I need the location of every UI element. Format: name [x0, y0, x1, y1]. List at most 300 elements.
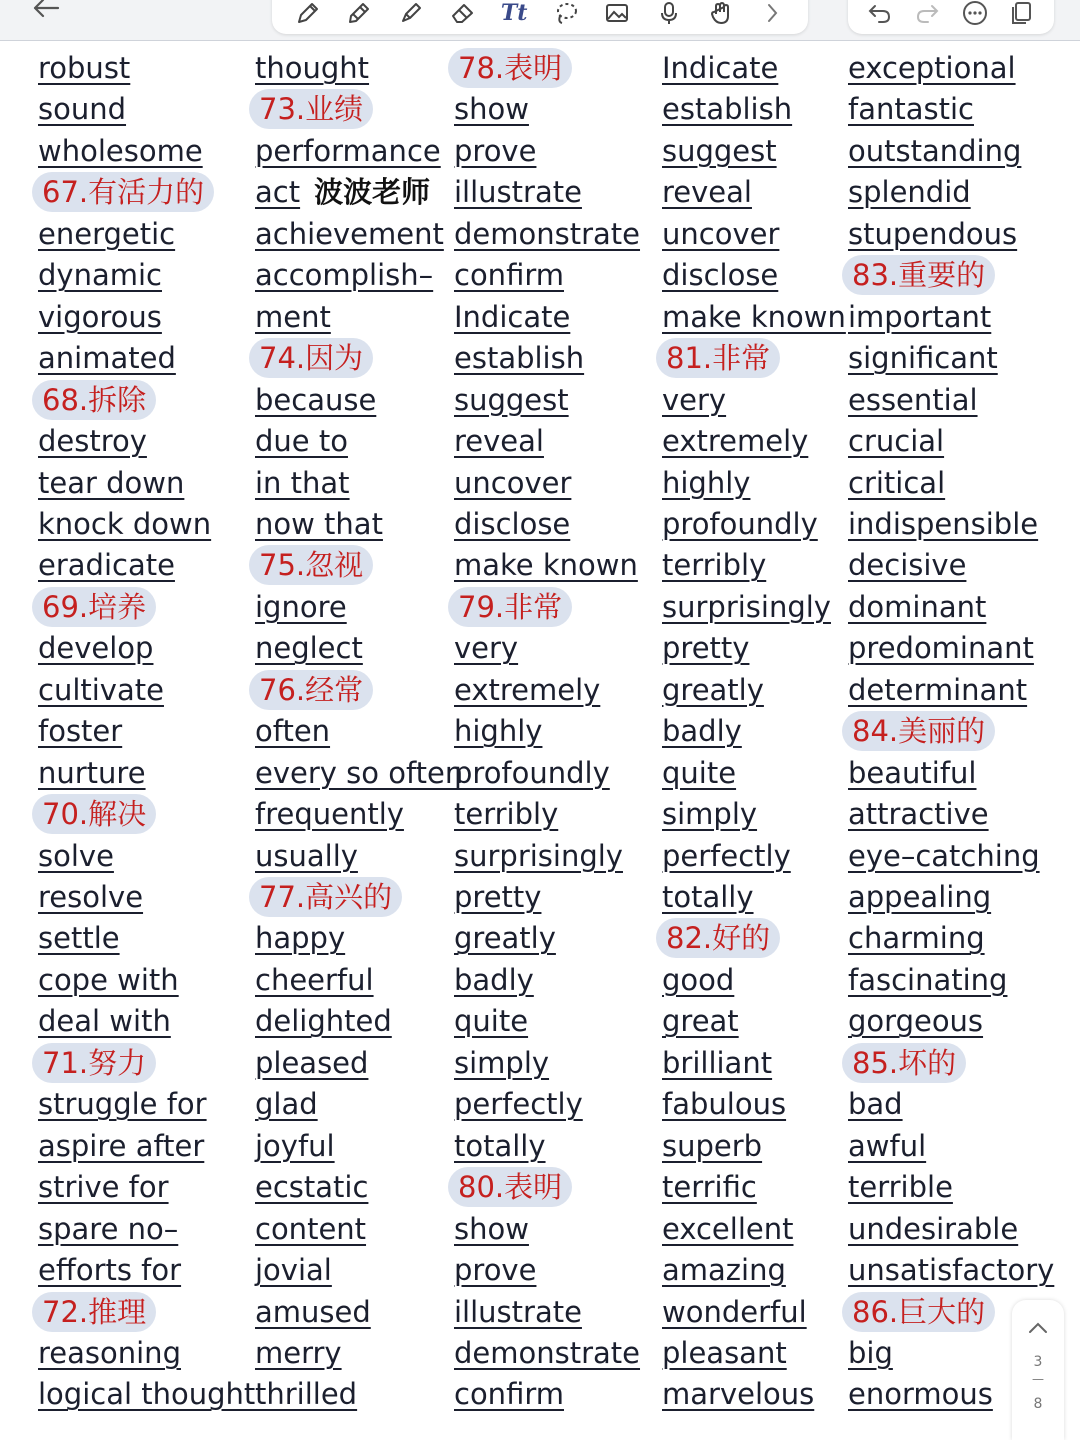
word-text: demonstrate: [454, 216, 641, 251]
word-item: [38, 463, 184, 503]
word-text: extremely: [454, 672, 601, 707]
word-item: [454, 877, 541, 917]
word-text: totally: [662, 880, 754, 914]
word-text: prove: [454, 1253, 537, 1288]
word-text: solve: [38, 838, 114, 873]
chevron-right-icon: [759, 0, 785, 26]
redo-icon: [914, 0, 940, 26]
word-text: indispensible: [848, 506, 1039, 541]
word-item: [848, 463, 945, 503]
word-item: [662, 131, 777, 171]
word-item: [38, 89, 126, 129]
section-header: [448, 48, 572, 88]
pen-icon: [295, 0, 321, 26]
word-item: [38, 960, 179, 1000]
word-item: [38, 297, 162, 337]
word-item: [662, 1374, 814, 1414]
word-text: settle: [38, 921, 120, 956]
word-text: demonstrate: [454, 1335, 641, 1370]
hand-icon: [708, 0, 734, 26]
word-text: frequently: [255, 797, 404, 832]
word-item: [255, 421, 348, 461]
word-item: [38, 255, 162, 295]
word-item: [848, 172, 971, 212]
word-text: tear down: [38, 465, 185, 500]
word-text: terrible: [848, 1170, 953, 1205]
word-item: [454, 172, 582, 212]
total-page-number: 8: [1033, 1396, 1043, 1412]
word-item: [255, 380, 376, 420]
word-text: pretty: [454, 880, 542, 914]
word-item: [848, 960, 1007, 1000]
word-text: highly: [454, 714, 543, 749]
word-text: show: [454, 1211, 529, 1246]
word-text: cope with: [38, 962, 179, 997]
page-separator: —: [1032, 1372, 1044, 1386]
word-item: [454, 794, 558, 834]
undo-icon: [867, 0, 893, 26]
eraser-tool[interactable]: [448, 0, 478, 28]
word-item: [662, 421, 808, 461]
word-text: dynamic: [38, 258, 162, 293]
word-item: [255, 1250, 332, 1290]
word-text: surprisingly: [662, 589, 831, 624]
word-text: reveal: [454, 424, 544, 459]
word-item: [454, 711, 542, 751]
word-item: [662, 587, 831, 627]
word-item: [454, 918, 556, 958]
undo-button[interactable]: [865, 0, 895, 28]
word-item: [38, 48, 130, 88]
word-item: [454, 1374, 564, 1414]
word-text: suggest: [662, 133, 777, 168]
section-header: [32, 1292, 156, 1332]
word-item: [848, 1374, 993, 1414]
word-item: [662, 628, 749, 668]
word-item: [454, 545, 638, 585]
word-text: destroy: [38, 424, 147, 459]
next-tools-button[interactable]: [757, 0, 787, 28]
word-text: fantastic: [848, 92, 974, 127]
word-text: wonderful: [662, 1294, 807, 1329]
back-button[interactable]: [18, 0, 74, 26]
word-text: fabulous: [662, 1087, 787, 1122]
word-text: accomplish–: [255, 258, 434, 293]
highlighter-tool[interactable]: [396, 0, 426, 28]
history-tool-group: [848, 0, 1054, 34]
lasso-icon: [553, 0, 579, 26]
word-text: dominant: [848, 589, 987, 624]
word-text: aspire after: [38, 1128, 205, 1163]
word-text: determinant: [848, 672, 1028, 707]
word-text: superb: [662, 1128, 763, 1163]
word-text: pleased: [255, 1045, 369, 1080]
word-item: [662, 214, 779, 254]
word-text: strive for: [38, 1170, 169, 1205]
word-text: every so often: [255, 755, 464, 790]
word-text: glad: [255, 1087, 318, 1122]
word-text: energetic: [38, 216, 176, 251]
word-item: [38, 1209, 178, 1249]
word-text: greatly: [454, 921, 556, 956]
section-header: [842, 1292, 995, 1332]
section-header-label: 69.培养: [42, 589, 147, 624]
word-item: [255, 1292, 371, 1332]
word-item: [255, 172, 430, 212]
word-item: [662, 794, 757, 834]
top-toolbar: [0, 0, 1080, 41]
word-item: [454, 1126, 546, 1166]
word-text: neglect: [255, 631, 363, 666]
section-header: [249, 545, 373, 585]
word-text: important: [848, 299, 992, 334]
word-item: [454, 1084, 583, 1124]
word-item: [38, 918, 120, 958]
word-text: because: [255, 382, 377, 417]
pages-icon: [1009, 0, 1035, 26]
mic-icon: [656, 0, 682, 26]
pencil-tool[interactable]: [344, 0, 374, 28]
word-text: Indicate: [662, 51, 779, 85]
section-header-label: 83.重要的: [852, 258, 986, 293]
word-item: [454, 670, 600, 710]
word-item: [662, 1209, 793, 1249]
word-item: [662, 1292, 807, 1332]
word-item: [38, 1167, 169, 1207]
word-item: [848, 131, 1021, 171]
word-text: fascinating: [848, 962, 1008, 997]
section-header: [249, 338, 373, 378]
word-text: illustrate: [454, 1294, 582, 1329]
word-item: [662, 89, 792, 129]
word-item: [662, 255, 778, 295]
word-item: [662, 48, 778, 88]
word-text: outstanding: [848, 133, 1022, 168]
word-item: [454, 380, 569, 420]
word-text: uncover: [454, 465, 572, 500]
chevron-up-icon[interactable]: [1026, 1318, 1050, 1338]
section-header-label: 86.巨大的: [852, 1294, 986, 1329]
word-text: badly: [454, 962, 534, 997]
word-text: quite: [662, 755, 737, 790]
word-text: due to: [255, 424, 348, 459]
text-tool[interactable]: [499, 0, 529, 28]
word-text: good: [662, 962, 735, 997]
section-header-label: 73.业绩: [259, 92, 364, 127]
eraser-icon: [450, 0, 476, 26]
section-header: [656, 338, 780, 378]
word-item: [662, 670, 764, 710]
word-item: [255, 504, 383, 544]
arrow-left-icon: [32, 0, 60, 18]
word-item: [848, 1209, 1018, 1249]
word-item: [662, 960, 734, 1000]
word-item: [255, 711, 330, 751]
word-item: [848, 89, 974, 129]
word-text: predominant: [848, 631, 1034, 666]
word-item: [848, 545, 966, 585]
word-text: crucial: [848, 424, 945, 459]
word-text: charming: [848, 921, 985, 956]
section-header: [842, 1043, 966, 1083]
word-item: [662, 1043, 772, 1083]
drawing-tool-group: [272, 0, 808, 34]
lasso-tool[interactable]: [551, 0, 581, 28]
word-item: [848, 670, 1027, 710]
word-item: [255, 1001, 392, 1041]
section-header-label: 72.推理: [42, 1294, 147, 1329]
word-item: [848, 1084, 903, 1124]
word-item: [454, 1250, 536, 1290]
word-item: [848, 587, 986, 627]
word-text: pretty: [662, 631, 750, 666]
word-item: [454, 628, 518, 668]
word-text: robust: [38, 51, 131, 85]
word-text: nurture: [38, 755, 146, 790]
word-item: [255, 753, 463, 793]
word-text: perfectly: [454, 1087, 583, 1122]
word-text: uncover: [662, 216, 780, 251]
word-item: [454, 753, 610, 793]
section-header-label: 74.因为: [259, 341, 364, 376]
hand-tool[interactable]: [706, 0, 736, 28]
word-text: stupendous: [848, 216, 1018, 251]
pencil-icon: [346, 0, 372, 26]
word-item: [662, 172, 752, 212]
word-item: [38, 1250, 181, 1290]
word-text: confirm: [454, 258, 564, 293]
section-header: [32, 1043, 156, 1083]
word-text: significant: [848, 341, 998, 376]
section-header-label: 75.忽视: [259, 548, 364, 583]
word-text: reveal: [662, 175, 752, 210]
word-item: [255, 1126, 335, 1166]
section-header: [448, 1167, 572, 1207]
word-item: [38, 1374, 255, 1414]
word-text: exceptional: [848, 51, 1016, 85]
word-item: [848, 214, 1017, 254]
word-text: big: [848, 1335, 893, 1370]
word-item: [255, 131, 441, 171]
word-text: critical: [848, 465, 946, 500]
more-button[interactable]: [960, 0, 990, 28]
word-text: beautiful: [848, 755, 977, 790]
word-text: make known: [662, 299, 846, 334]
section-header: [32, 172, 214, 212]
word-item: [38, 628, 153, 668]
section-header-label: 71.努力: [42, 1045, 147, 1080]
word-item: [38, 504, 211, 544]
word-text: totally: [454, 1128, 546, 1163]
word-text: reasoning: [38, 1335, 181, 1370]
word-text: greatly: [662, 672, 764, 707]
word-item: [38, 214, 175, 254]
word-text: deal with: [38, 1004, 171, 1039]
word-text: Indicate: [454, 299, 571, 334]
section-header-label: 84.美丽的: [852, 714, 986, 749]
word-item: [255, 836, 358, 876]
current-page-number: 3: [1033, 1354, 1043, 1370]
word-text: disclose: [454, 506, 571, 541]
section-header: [32, 587, 156, 627]
word-text: undesirable: [848, 1211, 1019, 1246]
word-text: efforts for: [38, 1253, 182, 1288]
word-text: terribly: [662, 548, 767, 583]
word-item: [848, 1126, 926, 1166]
word-item: [848, 1001, 983, 1041]
word-item: [38, 1001, 171, 1041]
word-item: [38, 877, 143, 917]
word-item: [255, 1333, 342, 1373]
word-text: wholesome: [38, 133, 203, 168]
word-text: simply: [662, 797, 758, 832]
word-item: [848, 918, 985, 958]
word-item: [454, 960, 534, 1000]
word-text: bad: [848, 1087, 903, 1122]
section-header-label: 81.非常: [666, 341, 771, 376]
word-text: foster: [38, 714, 123, 749]
word-text: thought: [255, 51, 370, 85]
word-text: merry: [255, 1335, 342, 1370]
word-item: [848, 794, 989, 834]
word-text: ecstatic: [255, 1170, 369, 1205]
word-text: profoundly: [454, 755, 610, 790]
word-text: content: [255, 1211, 367, 1246]
word-text: performance: [255, 133, 441, 168]
word-item: [38, 753, 146, 793]
pen-tool[interactable]: [293, 0, 323, 28]
word-item: [38, 338, 176, 378]
word-text: great: [662, 1004, 739, 1039]
section-header-label: 85.坏的: [852, 1045, 957, 1080]
word-text: jovial: [255, 1253, 332, 1288]
section-header-label: 79.非常: [458, 589, 563, 624]
word-text: joyful: [255, 1128, 335, 1163]
word-text: marvelous: [662, 1377, 815, 1412]
word-text: suggest: [454, 382, 569, 417]
word-item: [662, 1250, 786, 1290]
image-tool[interactable]: [602, 0, 632, 28]
word-text: awful: [848, 1128, 927, 1163]
section-header: [32, 794, 156, 834]
word-text: thrilled: [255, 1377, 358, 1412]
word-item: [662, 836, 791, 876]
word-item: [848, 297, 991, 337]
word-item: [454, 214, 640, 254]
word-item: [454, 421, 544, 461]
word-text: badly: [662, 714, 742, 749]
section-header: [249, 670, 373, 710]
word-item: [38, 1333, 181, 1373]
word-item: [662, 545, 766, 585]
word-item: [662, 297, 846, 337]
word-item: [848, 877, 991, 917]
word-text: confirm: [454, 1377, 564, 1412]
section-header-label: 76.经常: [259, 672, 364, 707]
word-item: [454, 255, 564, 295]
word-item: [848, 1333, 893, 1373]
word-text: resolve: [38, 880, 144, 914]
word-text: sound: [38, 92, 127, 127]
word-text: essential: [848, 382, 978, 417]
word-text: eradicate: [38, 548, 175, 583]
pages-button[interactable]: [1007, 0, 1037, 28]
word-item: [38, 545, 175, 585]
image-icon: [604, 0, 630, 26]
word-text: establish: [454, 341, 585, 376]
word-item: [454, 1292, 582, 1332]
word-text: achievement: [255, 216, 444, 251]
word-item: [848, 338, 998, 378]
text-tool-label: Tt: [500, 0, 528, 26]
section-header: [249, 877, 402, 917]
word-item: [38, 1084, 207, 1124]
mic-tool[interactable]: [654, 0, 684, 28]
word-item: [38, 836, 114, 876]
section-header-label: 67.有活力的: [42, 175, 205, 210]
more-icon: [962, 0, 988, 26]
section-header-label: 77.高兴的: [259, 880, 393, 914]
word-text: in that: [255, 465, 350, 500]
word-text: knock down: [38, 506, 212, 541]
word-item: [454, 504, 570, 544]
word-item: [662, 463, 750, 503]
section-header-label: 80.表明: [458, 1170, 563, 1205]
word-text: happy: [255, 921, 346, 956]
word-text: enormous: [848, 1377, 993, 1412]
word-text: ment: [255, 299, 331, 334]
word-item: [848, 504, 1038, 544]
word-item: [38, 421, 147, 461]
word-item: [454, 297, 570, 337]
word-text: now that: [255, 506, 383, 541]
word-text: act: [255, 175, 301, 210]
word-item: [255, 255, 433, 295]
word-text: often: [255, 714, 331, 749]
word-text: unsatisfactory: [848, 1253, 1055, 1288]
word-text: usually: [255, 838, 358, 873]
highlighter-icon: [398, 0, 424, 26]
word-text: cultivate: [38, 672, 164, 707]
word-item: [662, 1126, 762, 1166]
word-text: attractive: [848, 797, 989, 832]
word-item: [848, 48, 1016, 88]
word-item: [255, 918, 345, 958]
word-item: [38, 131, 203, 171]
word-item: [848, 380, 978, 420]
word-item: [38, 1126, 204, 1166]
word-item: [848, 1167, 953, 1207]
word-text: make known: [454, 548, 638, 583]
section-header: [842, 255, 995, 295]
word-text: perfectly: [662, 838, 791, 873]
word-text: ignore: [255, 589, 347, 624]
word-item: [454, 1209, 529, 1249]
word-text: profoundly: [662, 506, 818, 541]
word-text: eye–catching: [848, 838, 1040, 873]
word-item: [255, 960, 374, 1000]
redo-button[interactable]: [912, 0, 942, 28]
word-text: decisive: [848, 548, 967, 583]
word-text: appealing: [848, 880, 992, 914]
word-item: [848, 628, 1034, 668]
section-header: [842, 711, 995, 751]
word-text: brilliant: [662, 1045, 773, 1080]
section-header-label: 78.表明: [458, 51, 563, 85]
page-scroller[interactable]: [1012, 1300, 1064, 1440]
word-item: [848, 1250, 1054, 1290]
word-text: spare no–: [38, 1211, 179, 1246]
